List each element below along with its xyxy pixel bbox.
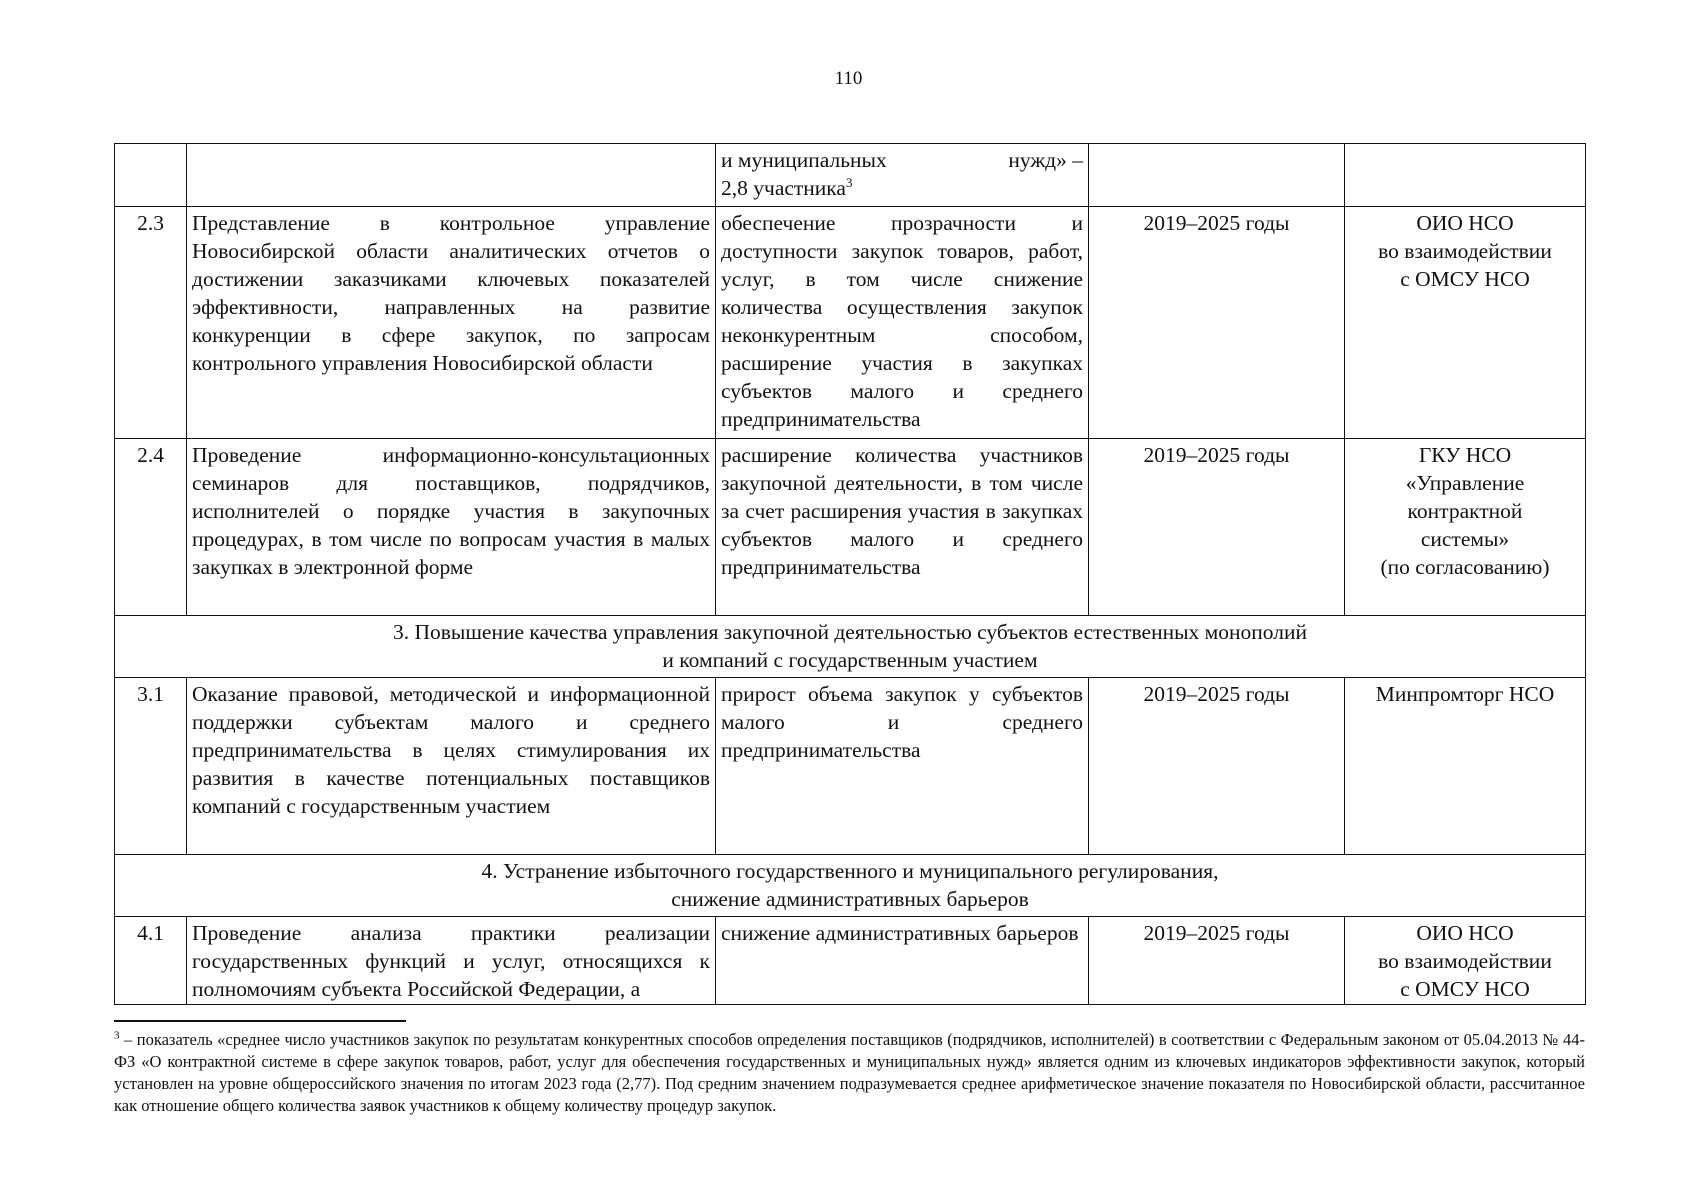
period-text: 2019–2025 годы [1089, 678, 1345, 855]
item-number: 2.3 [115, 207, 187, 439]
executor-text [1345, 144, 1586, 207]
period-text: 2019–2025 годы [1089, 439, 1345, 616]
table-row [115, 917, 1586, 1005]
item-number [115, 144, 187, 207]
result-text: обеспечение прозрачности и доступности закупок товаров, работ, услуг, в том числе снижение количества осуществления закупок неконкурентным способом, расширение участия в закупках субъектов малого и среднего предпринимательства [716, 207, 1089, 439]
footnote-ref[interactable]: 3 [845, 174, 853, 190]
period-text: 2019–2025 годы [1089, 917, 1345, 1005]
page-number: 110 [834, 68, 863, 89]
result-text: прирост объема закупок у субъектов малого и среднего предпринимательства [716, 678, 1089, 855]
result-text: расширение количества участников закупочной деятельности, в том числе за счет расширения участия в закупках субъектов малого и среднего предпринимательства [716, 439, 1089, 616]
period-text: 2019–2025 годы [1089, 207, 1345, 439]
period-text [1089, 144, 1345, 207]
table-row [115, 144, 1586, 207]
item-number: 4.1 [115, 917, 187, 1005]
item-number: 3.1 [115, 678, 187, 855]
action-text: Проведение анализа практики реализации государственных функций и услуг, относящихся к полномочиям субъекта Российской Федерации, а [187, 917, 716, 1005]
result-text-line: нужд» – [1008, 148, 1083, 172]
footnote [114, 1029, 1585, 1117]
section-heading: 3. Повышение качества управления закупочной деятельностью субъектов естественных монополий и компаний с государственным участием [115, 616, 1586, 678]
executor-text: ГКУ НСО «Управление контрактной системы» (по согласованию) [1345, 439, 1586, 616]
measures-table [114, 143, 1586, 1005]
action-text: Оказание правовой, методической и информационной поддержки субъектам малого и среднего предпринимательства в целях стимулирования их развития в качестве потенциальных поставщиков компаний с государственным участием [187, 678, 716, 855]
section-heading: 4. Устранение избыточного государственного и муниципального регулирования, снижение административных барьеров [115, 855, 1586, 917]
footnote-marker: 3 [114, 1029, 120, 1042]
result-text [716, 144, 1089, 207]
executor-text: ОИО НСО во взаимодействии с ОМСУ НСО [1345, 917, 1586, 1005]
item-number: 2.4 [115, 439, 187, 616]
footnote-separator [114, 1020, 406, 1022]
measures-table-body [115, 144, 1586, 1005]
footnote-text: – показатель «среднее число участников закупок по результатам конкурентных способов определения поставщиков (подрядчиков, исполнителей) в соответствии с Федеральным законом от 05.04.2013 № 44-ФЗ «О контрактной системе в сфере закупок товаров, работ, услуг для обеспечения государственных и муниципальных нужд» является одним из ключевых индикаторов эффективности закупок, который установлен на уровне общероссийского значения по итогам 2023 года (2,77). Под средним значением подразумевается среднее арифметическое значение показателя по Новосибирской области, рассчитанное как отношение общего количества заявок участников к общему количеству процедур закупок. [114, 1030, 1585, 1115]
action-text: Проведение информационно-консультационных семинаров для поставщиков, подрядчиков, исполнителей о порядке участия в закупочных процедурах, в том числе по вопросам участия в малых закупках в электронной форме [187, 439, 716, 616]
section-heading-row [115, 616, 1586, 678]
table-row [115, 439, 1586, 616]
result-text-line: и муниципальных [721, 148, 887, 172]
action-text: Представление в контрольное управление Новосибирской области аналитических отчетов о достижении заказчиками ключевых показателей эффективности, направленных на развитие конкуренции в сфере закупок, по запросам контрольного управления Новосибирской области [187, 207, 716, 439]
table-row [115, 678, 1586, 855]
section-heading-row [115, 855, 1586, 917]
result-text-line: 2,8 участника$^3$ [721, 174, 853, 200]
executor-text: Минпромторг НСО [1345, 678, 1586, 855]
table-row [115, 207, 1586, 439]
executor-text: ОИО НСО во взаимодействии с ОМСУ НСО [1345, 207, 1586, 439]
result-text: снижение административных барьеров [716, 917, 1089, 1005]
action-text [187, 144, 716, 207]
